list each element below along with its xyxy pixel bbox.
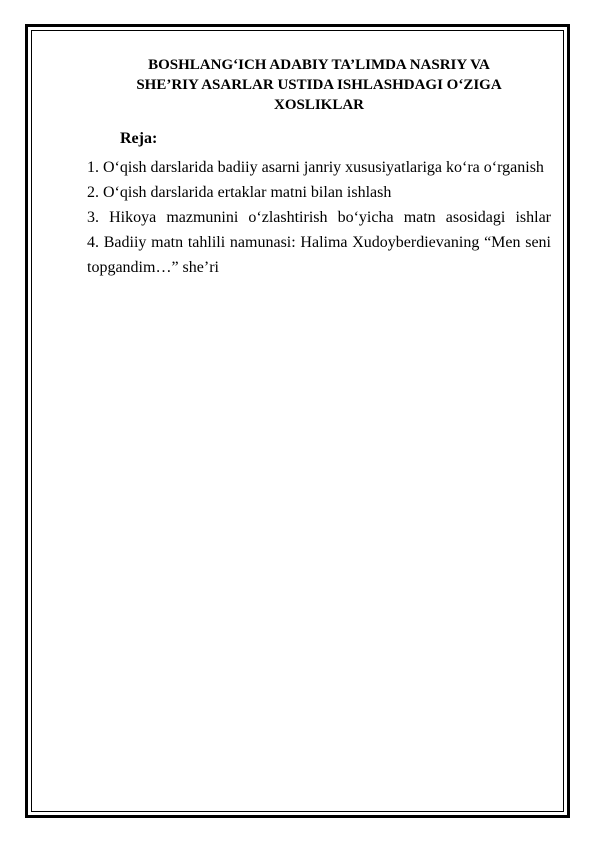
plan-list (87, 155, 551, 280)
title-line-2: SHE’RIY ASARLAR USTIDA ISHLASHDAGI O‘ZIGA (136, 77, 502, 93)
plan-item-1: 1. O‘qish darslarida badiiy asarni janriy xususiyatlariga ko‘ra o‘rganish (87, 159, 544, 176)
plan-item-4: 4. Badiiy matn tahlili namunasi: Halima Xudoyberdievaning “Men seni topgandim…” she’ri (87, 234, 551, 276)
document-content (87, 55, 551, 280)
title-line-3: XOSLIKLAR (273, 97, 365, 113)
plan-item-3: 3. Hikoya mazmunini o‘zlashtirish bo‘yicha matn asosidagi ishlar (87, 209, 551, 226)
plan-item-2: 2. O‘qish darslarida ertaklar matni bilan ishlash (87, 184, 392, 201)
document-title (87, 55, 551, 115)
plan-heading: Reja: (120, 130, 158, 147)
title-line-1: BOSHLANG‘ICH ADABIY TA’LIMDA NASRIY VA (148, 57, 490, 73)
